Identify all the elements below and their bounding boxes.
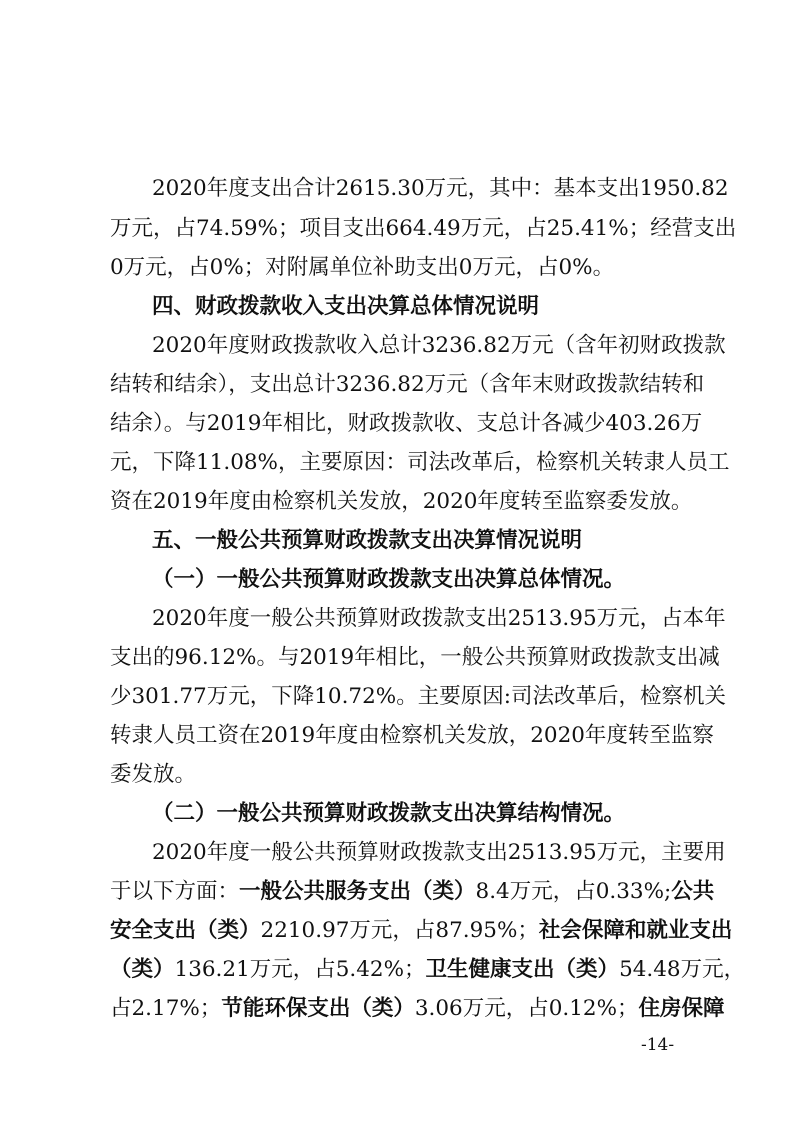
line-text: 3.06万元，占0.12%； bbox=[414, 996, 639, 1021]
paragraph-line bbox=[110, 917, 733, 945]
category-label: 安全支出（类） bbox=[110, 918, 261, 943]
category-label: （类） bbox=[110, 957, 175, 982]
category-label: 节能环保支出（类） bbox=[221, 996, 415, 1021]
section-heading-4: 四、财政拨款收入支出决算总体情况说明 bbox=[152, 294, 540, 319]
line-text: 占2.17%； bbox=[110, 996, 222, 1021]
subsection-heading-2: （二）一般公共预算财政拨款支出决算结构情况。 bbox=[152, 801, 626, 826]
paragraph-line: 资在2019年度由检察机关发放，2020年度转至监察委发放。 bbox=[110, 489, 693, 514]
paragraph-line bbox=[110, 995, 725, 1023]
section-heading-5: 五、一般公共预算财政拨款支出决算情况说明 bbox=[152, 528, 583, 553]
line-text: 2210.97万元，占87.95%； bbox=[260, 918, 539, 943]
category-label: 社会保障和就业支出 bbox=[538, 918, 733, 943]
paragraph-line: 委发放。 bbox=[110, 762, 197, 787]
paragraph-line bbox=[110, 956, 746, 984]
paragraph-line: 0万元，占0%；对附属单位补助支出0万元，占0%。 bbox=[110, 255, 615, 280]
line-text: 54.48万元， bbox=[619, 957, 746, 982]
paragraph-line: 转隶人员工资在2019年度由检察机关发放，2020年度转至监察 bbox=[110, 723, 714, 748]
page-number: -14- bbox=[641, 1035, 675, 1055]
paragraph-line: 2020年度一般公共预算财政拨款支出2513.95万元，主要用 bbox=[152, 840, 726, 865]
line-text: 136.21万元，占5.42%； bbox=[174, 957, 426, 982]
category-label: 一般公共服务支出（类） bbox=[239, 879, 476, 904]
paragraph-line: 2020年度一般公共预算财政拨款支出2513.95万元，占本年 bbox=[152, 606, 726, 631]
line-text: 于以下方面： bbox=[110, 879, 240, 904]
paragraph-line: 结转和结余），支出总计3236.82万元（含年末财政拨款结转和 bbox=[110, 372, 705, 397]
paragraph-line: 万元，占74.59%；项目支出664.49万元，占25.41%；经营支出 bbox=[110, 216, 737, 241]
paragraph-line: 结余）。与2019年相比，财政拨款收、支总计各减少403.26万 bbox=[110, 411, 703, 436]
category-label: 公共 bbox=[671, 879, 715, 904]
line-text: 8.4万元，占0.33%; bbox=[475, 879, 672, 904]
paragraph-line: 支出的96.12%。与2019年相比，一般公共预算财政拨款支出减 bbox=[110, 645, 720, 670]
subsection-heading-1: （一）一般公共预算财政拨款支出决算总体情况。 bbox=[152, 567, 626, 592]
paragraph-line: 少301.77万元，下降10.72%。主要原因:司法改革后，检察机关 bbox=[110, 684, 726, 709]
category-label: 住房保障 bbox=[638, 996, 725, 1021]
paragraph-line: 元，下降11.08%，主要原因：司法改革后，检察机关转隶人员工 bbox=[110, 450, 730, 475]
paragraph-line bbox=[110, 878, 715, 906]
paragraph-line: 2020年度支出合计2615.30万元，其中：基本支出1950.82 bbox=[152, 176, 729, 201]
paragraph-line: 2020年度财政拨款收入总计3236.82万元（含年初财政拨款 bbox=[152, 333, 726, 358]
category-label: 卫生健康支出（类） bbox=[425, 957, 620, 982]
